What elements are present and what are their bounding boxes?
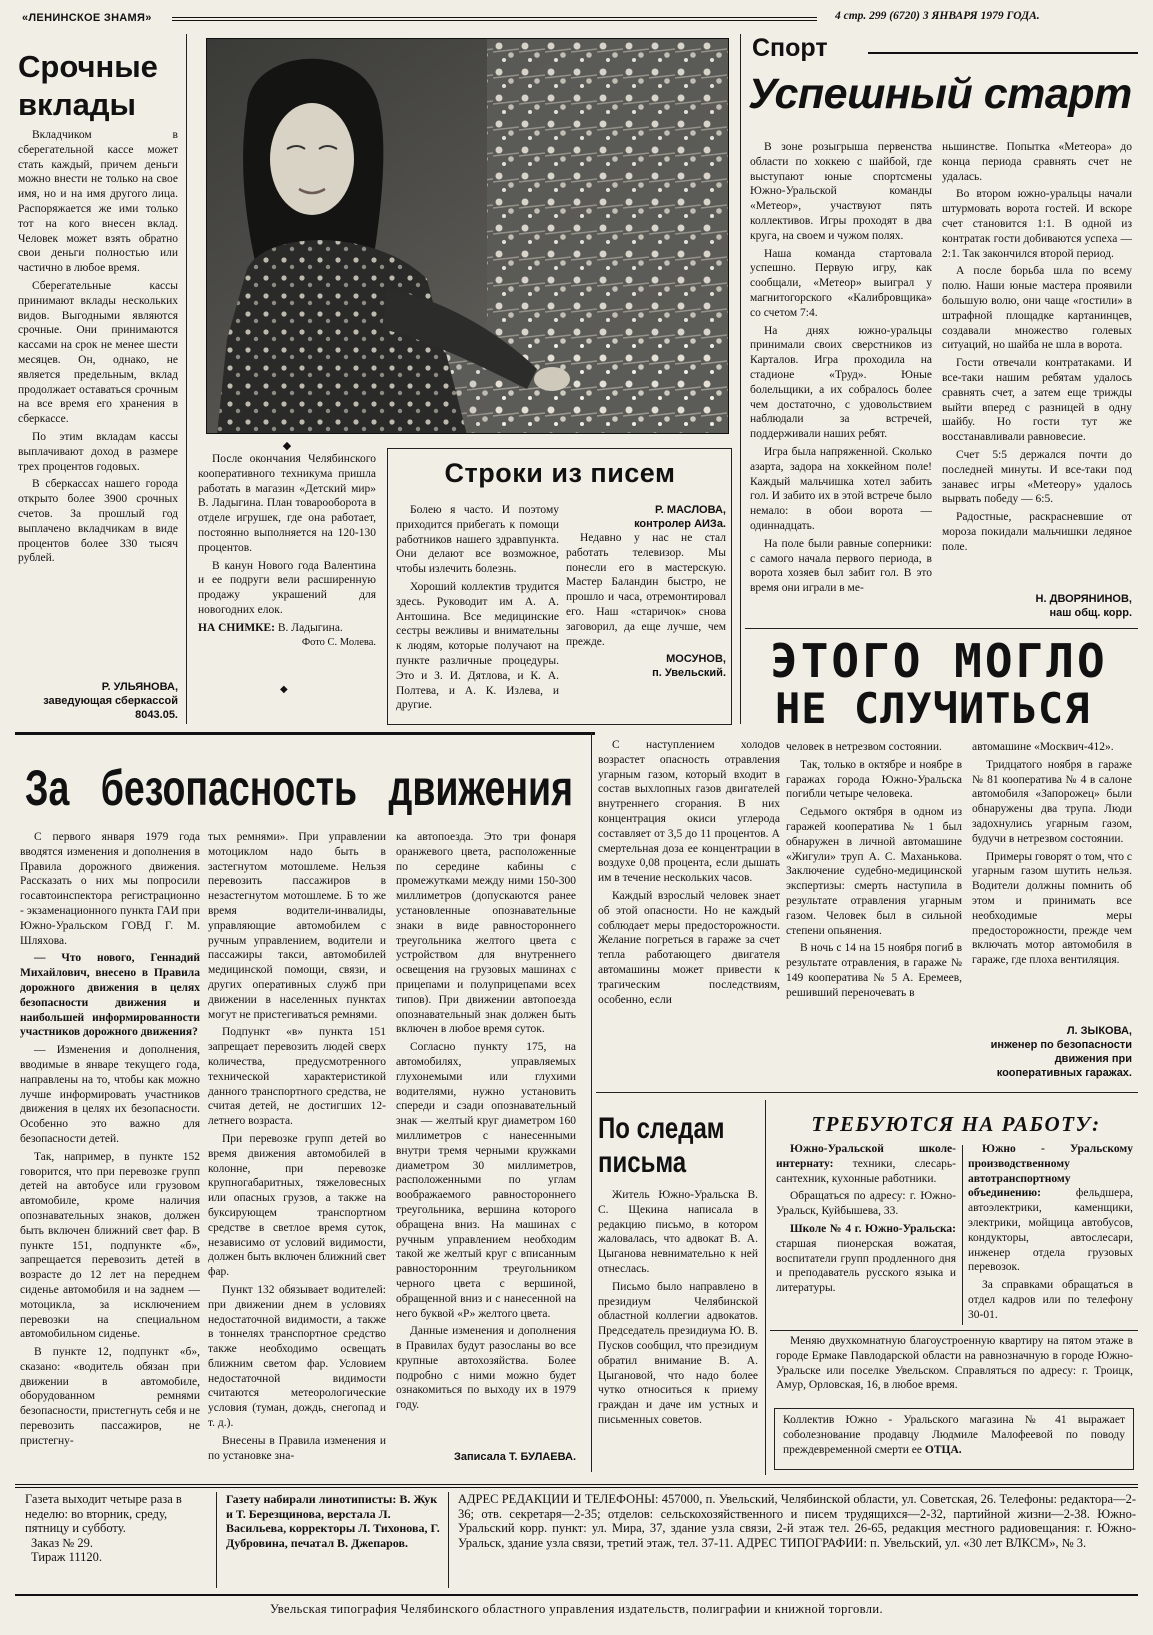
letter-trace-paragraph: Житель Южно-Уральска В. С. Щекина написала в редакцию письмо, в котором жаловалась, что адвокат В. А. Цыганова невнимательно к ней отнеслась. — [598, 1189, 758, 1275]
letters-paragraph: Недавно у нас не стал работать телевизор. Мы понесли его в мастерскую. Мастер Баландин быстро, не прошло и часа, отремонтировал его. Наш «старичок» снова заговорил, да еще лучше, чем прежде. — [566, 532, 726, 648]
traffic-signature-name: Т. БУЛАЕВА. — [508, 1451, 576, 1463]
sport-paragraph: На поле были равные соперники: с самого начала первого периода, в ворота хозяев был забит гол. В это время они играли в ме- — [750, 537, 932, 595]
prevent-signature-role: инженер по безопасности движения при кооперативных гаражах. — [990, 1039, 1132, 1079]
traffic-paragraph: Подпункт «в» пункта 151 запрещает перевозить людей сверх количества, предусмотренного технической характеристикой данного транспортного средства, не считая детей, не достигших 12-летнего возраста. — [208, 1026, 386, 1128]
prevent-col-1 — [598, 738, 780, 1088]
traffic-paragraph: В пункте 12, подпункт «б», сказано: «водитель обязан при движении в автомобиле, оборудованном ремнями безопасности, пристегнуть себя и не перевозить пассажиров, не пристегну- — [20, 1346, 200, 1447]
prevent-paragraph: Так, только в октябре и ноябре в гаражах города Южно-Уральска погибли четыре человека. — [786, 758, 962, 801]
sport-paragraph: Радостные, раскрасневшие от мороза покидали мальчишки ледяное поле. — [942, 511, 1132, 553]
jobs-text: старшая пионерская вожатая, воспитатели групп продленного дня и преподаватель русского языка и литературы. — [776, 1237, 956, 1295]
jobs-col-1 — [776, 1142, 956, 1322]
issue-line: 4 стр. 299 (6720) 3 ЯНВАРЯ 1979 ГОДА. — [835, 10, 1040, 22]
sport-paragraph: В зоне розыгрыша первенства области по хоккею с шайбой, где выступают юные спортсмены Южно-Уральской команды «Метеор», участвуют пять коллективов. Игры проходят в два круга, на своем и чужом полях. — [750, 141, 932, 242]
footer-rule — [15, 1594, 1138, 1596]
letters-title: Строки из писем — [444, 458, 676, 488]
letters-signature-1-role: контролер АИЗа. — [634, 518, 726, 530]
jobs-item — [776, 1189, 956, 1219]
condolence-bold: ОТЦА. — [924, 1443, 962, 1456]
column-rule — [186, 34, 187, 724]
footer-circulation: Тираж 11120. — [31, 1550, 103, 1564]
letter-trace-paragraph: Письмо было направлено в президиум Челябинской областной коллегии адвокатов. Председатель президиума Ю. В. Пусков сообщил, что президиум обратил внимание В. А. Цыгановой, что надо более чутко относиться к приему граждан и даче им устных и письменных советов. — [598, 1280, 758, 1426]
column-rule — [962, 1145, 963, 1325]
footer-order: Заказ № 29. — [31, 1535, 93, 1550]
footer-rule — [15, 1484, 1138, 1491]
column-rule — [216, 1492, 217, 1588]
traffic-paragraph: Пункт 132 обязывает водителей: при движении днем в условиях недостаточной видимости, а также в тоннелях транспортное средство также необходимо освещать ближним светом фар. Условием недостаточной видимости считаются метеорологические условия (туман, дождь, снегопад и т. д.). — [208, 1283, 386, 1430]
photo-saleswoman — [206, 38, 729, 434]
letters-signature-2-role: п. Увельский. — [652, 667, 726, 680]
section-rule — [745, 628, 1138, 629]
prevent-paragraph: автомашине «Москвич-412». — [972, 741, 1114, 753]
photo-caption — [198, 621, 376, 636]
prevent-signature-name: Л. ЗЫКОВА, — [1066, 1025, 1132, 1037]
traffic-paragraph: — Что нового, Геннадий Михайлович, внесено в Правила дорожного движения в целях безопасности движения и наибольшей информированности участников дорожного движения? — [20, 952, 200, 1039]
condolence-text: Коллектив Южно - Уральского магазина № 41 выражает соболезнование продавцу Людмиле Малофеевой по поводу преждевременной смерти ее — [783, 1414, 1125, 1456]
sport-rubric: Спорт — [752, 34, 828, 62]
exchange-ad-text: Меняю двухкомнатную благоустроенную квартиру на пятом этаже в городе Ермаке Павлодарской области на равнозначную в городе Южно-Уральске или поселке Увельском. Справляться по адресу: г. Троицк, Амур, Орловская, 16, в любое время. — [776, 1335, 1133, 1392]
prevent-paragraph: человек в нетрезвом состоянии. — [786, 741, 942, 753]
column-rule — [448, 1492, 449, 1588]
letters-col-1 — [396, 503, 559, 721]
deposits-body — [18, 128, 178, 676]
letters-signature-2 — [566, 652, 726, 680]
photo-story — [198, 440, 376, 676]
jobs-item — [776, 1222, 956, 1296]
prevent-paragraph: С наступлением холодов возрастет опасность отравления угарным газом, который входит в состав выхлопных газов двигателей внутреннего сгорания. В них концентрация окиси углерода составляет от 3,5 до 11 процентов. А смертельная доза ее концентрации в воздухе 0,08 процента, если дышать им в течение нескольких часов. — [598, 739, 780, 885]
column-rule — [765, 1100, 766, 1475]
sport-paragraph: А после борьба шла по всему полю. Наши юные мастера проявили большую волю, они чаще «гостили» в штрафной площадке картанинцев, создавали множество голевых ситуаций, но шайба не шла в ворота. — [942, 265, 1132, 352]
section-rule — [770, 1330, 1138, 1331]
traffic-paragraph: — Изменения и дополнения, вводимые в январе текущего года, направлены на то, чтобы как можно лучше информировать участников движения в целях их безопасности. Особенно это важно для безопасности детей. — [20, 1044, 200, 1145]
jobs-item — [968, 1278, 1133, 1322]
jobs-employer: Южно-Уральской школе-интернату: — [776, 1143, 956, 1170]
letters-signature-1-name: Р. МАСЛОВА, — [655, 504, 726, 516]
deposits-signature-role: заведующая сберкассой 8043.05. — [43, 695, 178, 721]
traffic-col-3 — [396, 830, 576, 1442]
condolence-box — [774, 1408, 1134, 1470]
prevent-col-3 — [972, 740, 1132, 1020]
deposits-paragraph: В сберкассах нашего города открыто более 3900 срочных счетов. За прошлый год выплачено вкладчикам в виде процентов более 330 тысяч рублей. — [18, 478, 178, 565]
traffic-col-1 — [20, 830, 200, 1470]
traffic-col-2 — [208, 830, 386, 1470]
sport-signature-name: Н. ДВОРЯНИНОВ, — [1035, 593, 1132, 605]
jobs-text: Обращаться по адресу: г. Южно-Уральск, Куйбышева, 33. — [776, 1190, 956, 1218]
traffic-paragraph: тых ремнями». При управлении мотоциклом надо быть в застегнутом мотошлеме. Нельзя перевозить пассажиров в незастегнутом мотошлеме. Б то же время водители-инвалиды, управляющие автомобилем с ручным управлением, водители и пассажиры такси, автомобилей медицинской помощи, связи, и других оперативных служб при движении в населенных пунктах могут не пристегиваться ремнями. — [208, 831, 386, 1021]
ornament-icon: ◆ — [282, 440, 292, 452]
jobs-text: техники, слесарь-сантехник, кухонные работники. — [776, 1157, 956, 1185]
letter-trace-title-text: По следам письма — [598, 1112, 725, 1179]
jobs-text: За справками обращаться в отдел кадров или по телефону 30-01. — [968, 1279, 1133, 1321]
traffic-paragraph: Внесены в Правила изменения и по установке зна- — [208, 1434, 386, 1462]
sport-paragraph: Игра была напряженной. Сколько азарта, задора на хоккейном поле! Каждый мальчишка хотел забить гол. И забито их в этой встрече было немало: в обои ворота — одиннадцать. — [750, 445, 932, 532]
prevent-paragraph: Примеры говорят о том, что с угарным газом шутить нельзя. Водители должны помнить об этом и принимать все необходимые меры предосторожности, прежде чем включать мотор автомобиля в гараже, где плоха вентиляция. — [972, 850, 1132, 967]
prevent-col-2 — [786, 740, 962, 1090]
footer-schedule-text: Газета выходит четыре раза в неделю: во вторник, среду, пятницу и субботу. — [25, 1492, 182, 1535]
sport-paragraph: Наша команда стартовала успешно. Первую игру, как сообщали, «Метеор» выиграл у магнитогорского «Калибровщика» со счетом 7:4. — [750, 247, 932, 319]
footer-schedule — [25, 1492, 210, 1592]
jobs-item — [968, 1142, 1133, 1275]
prevent-paragraph: Седьмого октября в одном из гаражей кооператива № 1 был обнаружен в личной автомашине «Жигули» труп А. С. Маханькова. Заключение судебно-медицинской экспертизы: смерть наступила в результате отравления угарным газом. Человек был в сильной степени опьянения. — [786, 806, 962, 937]
sport-paragraph: Во втором южно-уральцы начали штурмовать ворота гостей. И вскоре счет становится 1:1. В одной из контратак гости добиваются успеха — 2:1. Так закончился второй период. — [942, 188, 1132, 260]
traffic-signature — [396, 1450, 576, 1466]
photo-credit: Фото С. Молева. — [301, 636, 376, 648]
jobs-text: фельдшера, автоэлектрики, каменщики, электрики, мойщица автобусов, кондукторы, автослесари, инженер отдела грузовых перевозок. — [968, 1187, 1133, 1274]
prevent-title-line-1: ЭТОГО МОГЛО — [770, 634, 1108, 684]
column-rule — [591, 732, 592, 1472]
sport-paragraph: ньшинстве. Попытка «Метеора» до конца периода сравнять счет не удалась. — [942, 141, 1132, 183]
letters-signature-2-name: МОСУНОВ, — [666, 653, 726, 666]
letters-paragraph: Хороший коллектив трудится здесь. Руководит им А. А. Антошина. Все медицинские сестры вежливы и внимательны к людям, которые получают на пункте различные процедуры. Это и З. И. Дятлова, и К. А. Полтева, и А. К. Излева, и другие. — [396, 580, 559, 712]
footer-typeset-text: Газету набирали линотиписты: В. Жук и Т. Березщинова, верстала Л. Васильева, корректоры Л. Тихонова, Г. Дубровина, печатал В. Джепаров. — [226, 1492, 440, 1550]
traffic-title — [25, 760, 590, 820]
photo-story-paragraph: После окончания Челябинского кооперативного техникума пришла работать в магазин «Детский мир» В. Ладыгина. План товарооборота в отделе игрушек, где она работает, постоянно выполняется на 120-130 процентов. — [198, 453, 376, 554]
photo-image — [207, 39, 729, 434]
prevent-paragraph: Каждый взрослый человек знает об этой опасности. Но не каждый соблюдает меры предосторожности. Желание погреться в гараже за счет тепла работающего двигателя автомашины может привести к трагическим последствиям, особенно, если — [598, 889, 780, 1006]
sport-paragraph: На днях южно-уральцы принимали своих сверстников из Карталов. Игра проходила на стадионе «Труд». Юные болельщики, а их собралось более чем достаточно, с удовольствием наблюдали за встречей, поддерживали наших ребят. — [750, 324, 932, 441]
letter-trace-title — [598, 1112, 758, 1184]
footer-printer: Увельская типография Челябинского областного управления издательств, полиграфии и книжной торговли. — [269, 1602, 884, 1616]
letters-signature-1 — [566, 503, 726, 531]
traffic-paragraph: Данные изменения и дополнения в Правилах будут разосланы во все крупные автохозяйства. Более подробно с ними можно будет ознакомиться по выходу их в 1979 году. — [396, 1325, 576, 1412]
photo-story-paragraph: В канун Нового года Валентина и ее подруги вели расширенную продажу украшений для новогодних елок. — [198, 559, 376, 616]
column-rule — [740, 34, 741, 724]
traffic-paragraph: Так, например, в пункте 152 говорится, что при перевозке групп детей на автобусе или грузовом автомобиле, кроме наличия опознавательных знаков, должен быть включен ближний свет фар. В пункте 151, подпункте «б», запрещается перевозить детей в возрасте до 12 лет на переднем сиденье автомобиля и на заднем — мотоцикла, за исключением перевозки на специальном автомобильном сиденье. — [20, 1150, 200, 1341]
jobs-item — [776, 1142, 956, 1186]
letters-paragraph: Болею я часто. И поэтому приходится прибегать к помощи работников нашего здравпункта. Они делают все возможное, чтобы излечить болезнь. — [396, 504, 559, 576]
deposits-signature-name: Р. УЛЬЯНОВА, — [101, 681, 178, 693]
letter-trace-body — [598, 1188, 758, 1478]
traffic-paragraph: При перевозке групп детей во время движения автомобилей в колонне, при перевозке крупногабаритных, тяжеловесных или опасных грузов, а также на буксирующем транспортном средстве в светлое время суток, независимо от условий видимости, должен быть включен ближний свет фар. — [208, 1132, 386, 1279]
masthead-rule — [172, 17, 817, 24]
deposits-paragraph: Вкладчиком в сберегательной кассе может стать каждый, причем деньги можно внести не только на свое имя, но и на имя другого лица. Распоряжается же ими только тот на кого внесен вклад. Человек может взять обратно свои деньги полностью или частично в любое время. — [18, 129, 178, 275]
traffic-paragraph: С первого января 1979 года вводятся изменения и дополнения в Правила дорожного движения. Рассказать о них мы попросили госавтоинспектора регистрационно - экзаменационного пункта ГАИ при Южно-Уральском ГОВД Г. М. Шляхова. — [20, 831, 200, 947]
photo-caption-label: НА СНИМКЕ: — [198, 621, 276, 634]
sport-signature — [942, 592, 1132, 624]
deposits-signature — [18, 680, 178, 726]
section-rule — [15, 732, 595, 735]
jobs-col-2 — [968, 1142, 1133, 1322]
prevent-paragraph: Тридцатого ноября в гараже № 81 кооператива № 4 в салоне автомобиля «Запорожец» были обнаружены два трупа. Люди задохнулись угарным газом, будучи в нетрезвом состоянии. — [972, 758, 1132, 845]
sport-col-2 — [942, 140, 1132, 600]
section-rule — [596, 1092, 1138, 1093]
traffic-title-text: За безопасность движения — [25, 760, 573, 816]
paper-name: «ЛЕНИНСКОЕ ЗНАМЯ» — [22, 12, 152, 24]
ornament-icon: ◆ — [280, 684, 288, 695]
traffic-signature-label: Записала — [454, 1451, 506, 1463]
deposits-paragraph: По этим вкладам кассы выплачивают доход в размере трех процентов годовых. — [18, 430, 178, 473]
jobs-employer: Южно - Уральскому производственному автотранспортному объединению: — [968, 1143, 1133, 1200]
jobs-employer: Школе № 4 г. Южно-Уральска: — [790, 1222, 956, 1235]
sport-paragraph: Гости отвечали контратаками. И все-таки нашим ребятам удалось сравнять счет, а затем еще трижды выйти вперед с разницей в одну шайбу. Но гости тут же восстанавливали равновесие. — [942, 357, 1132, 444]
letters-col-2 — [566, 503, 726, 721]
sport-paragraph: Счет 5:5 держался почти до последней минуты. И все-таки под занавес игры «Метеору» удалось вырвать победу — 6:5. — [942, 448, 1132, 506]
traffic-paragraph: Согласно пункту 175, на автомобилях, управляемых глухонемыми или глухими водителями, нужно установить спереди и сзади опознавательный знак — желтый круг диаметром 160 миллиметров с нанесенными внутри тремя черными кружками диаметром 30 миллиметров, расположенными по углам воображаемого равностороннего треугольника, вершина которого обращена вниз. На машинах с ручным управлением необходим такой же желтый круг с вписанным равносторонним треугольником черного цвета с вершиной, обращенной вниз и с нанесенной на него буквой «Р» желтого цвета. — [396, 1041, 576, 1320]
sport-rubric-rule — [868, 52, 1138, 54]
exchange-ad — [776, 1334, 1133, 1402]
prevent-signature — [972, 1024, 1132, 1086]
footer-address-text: АДРЕС РЕДАКЦИИ И ТЕЛЕФОНЫ: 457000, п. Увельский, Челябинской области, ул. Советская, 26. Телефоны: редактора—2-36; отв. секретаря—2-35; отделов: сельскохозяйственного и писем трудящихся—2-32, партийной жизни—2-38. Южно-Уральский корр. пункт: ул. Мира, 37, здание узла связи, 2-й этаж тел. 26-65, редакция местного радиовещания: г. Южно-Уральск, здание узла связи, третий этаж, тел. 37-11. АДРЕС ТИПОГРАФИИ: п. Увельский, ул. «30 лет ВЛКСМ», № 3. — [458, 1492, 1136, 1550]
prevent-title-line-2: НЕ СЛУЧИТЬСЯ — [775, 684, 1091, 733]
deposits-title: Срочные вклады — [18, 49, 158, 122]
sport-signature-role: наш общ. корр. — [1049, 607, 1132, 619]
jobs-title: ТРЕБУЮТСЯ НА РАБОТУ: — [811, 1112, 1101, 1136]
sport-title: Успешный старт — [748, 70, 1132, 118]
photo-caption-text: В. Ладыгина. — [277, 621, 343, 634]
footer-address — [458, 1492, 1136, 1592]
condolence — [783, 1413, 1125, 1457]
deposits-paragraph: Сберегательные кассы принимают вклады нескольких видов. Выгодными являются срочные. Они принимаются кассами на срок не менее шести месяцев. Он, однако, не является предельным, вклад продолжает оставаться срочным на все время его хранения в сберкассе. — [18, 279, 178, 426]
traffic-paragraph: ка автопоезда. Это три фонаря оранжевого цвета, расположенные по середине кабины с промежутками между ними 150-300 миллиметров (допускаются ранее установленные опознавательные знаки в виде равностороннего треугольника желтого цвета с устройством для внутреннего освещения на грузовых машинах с прицепами и полуприцепами всех типов). При движении автопоезда опознавательный знак должен быть включен в любое время суток. — [396, 831, 576, 1036]
footer-typeset — [226, 1492, 441, 1592]
sport-col-1 — [750, 140, 932, 620]
prevent-paragraph: В ночь с 14 на 15 ноября погиб в результате отравления, в гараже № 149 кооператива № 5 А. Еремеев, решивший переночевать в — [786, 942, 962, 999]
